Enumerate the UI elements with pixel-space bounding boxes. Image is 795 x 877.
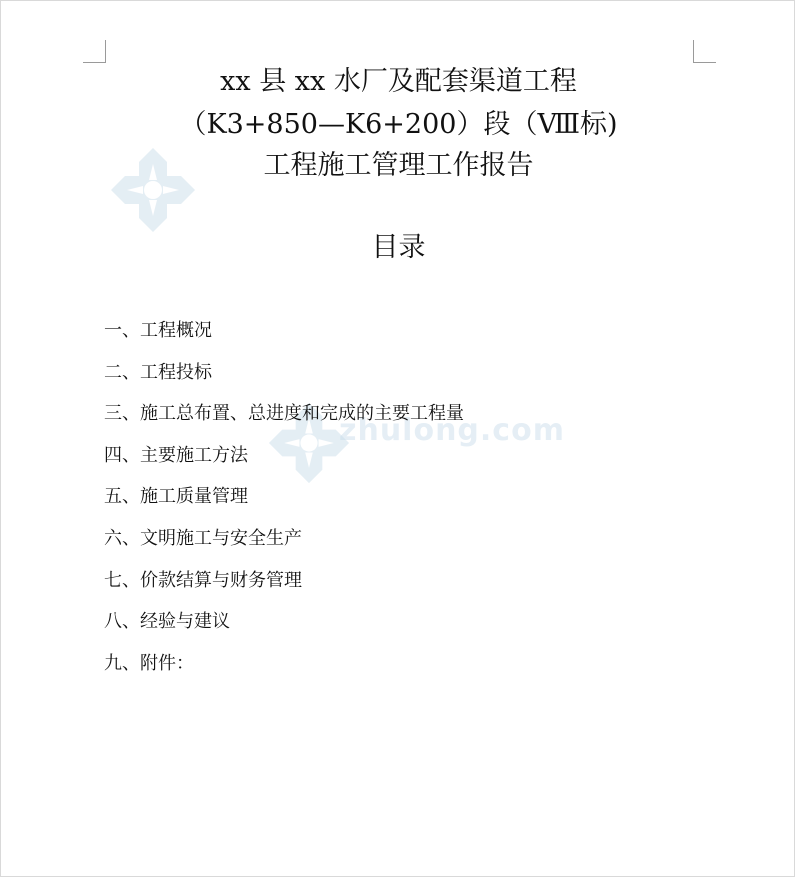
toc-item: 九、附件：	[104, 652, 194, 674]
report-title-line-1: xx 县 xx 水厂及配套渠道工程	[220, 66, 577, 97]
margin-corner-mark-top-right	[693, 40, 716, 63]
margin-corner-mark-top-left	[83, 40, 106, 63]
toc-item: 二、工程投标	[104, 361, 212, 383]
watermark-text: zhulong.com	[339, 413, 565, 448]
toc-item: 四、主要施工方法	[104, 444, 248, 466]
toc-item: 一、工程概况	[104, 320, 212, 341]
report-title-line-2: （K3+850—K6+200）段（Ⅷ标)	[179, 109, 618, 140]
toc-item: 八、经验与建议	[104, 611, 230, 633]
toc-item: 六、文明施工与安全生产	[104, 527, 302, 549]
toc-item: 三、施工总布置、总进度和完成的主要工程量	[104, 403, 464, 425]
table-of-contents	[104, 319, 464, 693]
toc-item: 五、施工质量管理	[104, 486, 248, 508]
report-title-line-3: 工程施工管理工作报告	[263, 150, 534, 181]
toc-heading: 目录	[371, 232, 426, 263]
toc-item: 七、价款结算与财务管理	[104, 569, 302, 591]
